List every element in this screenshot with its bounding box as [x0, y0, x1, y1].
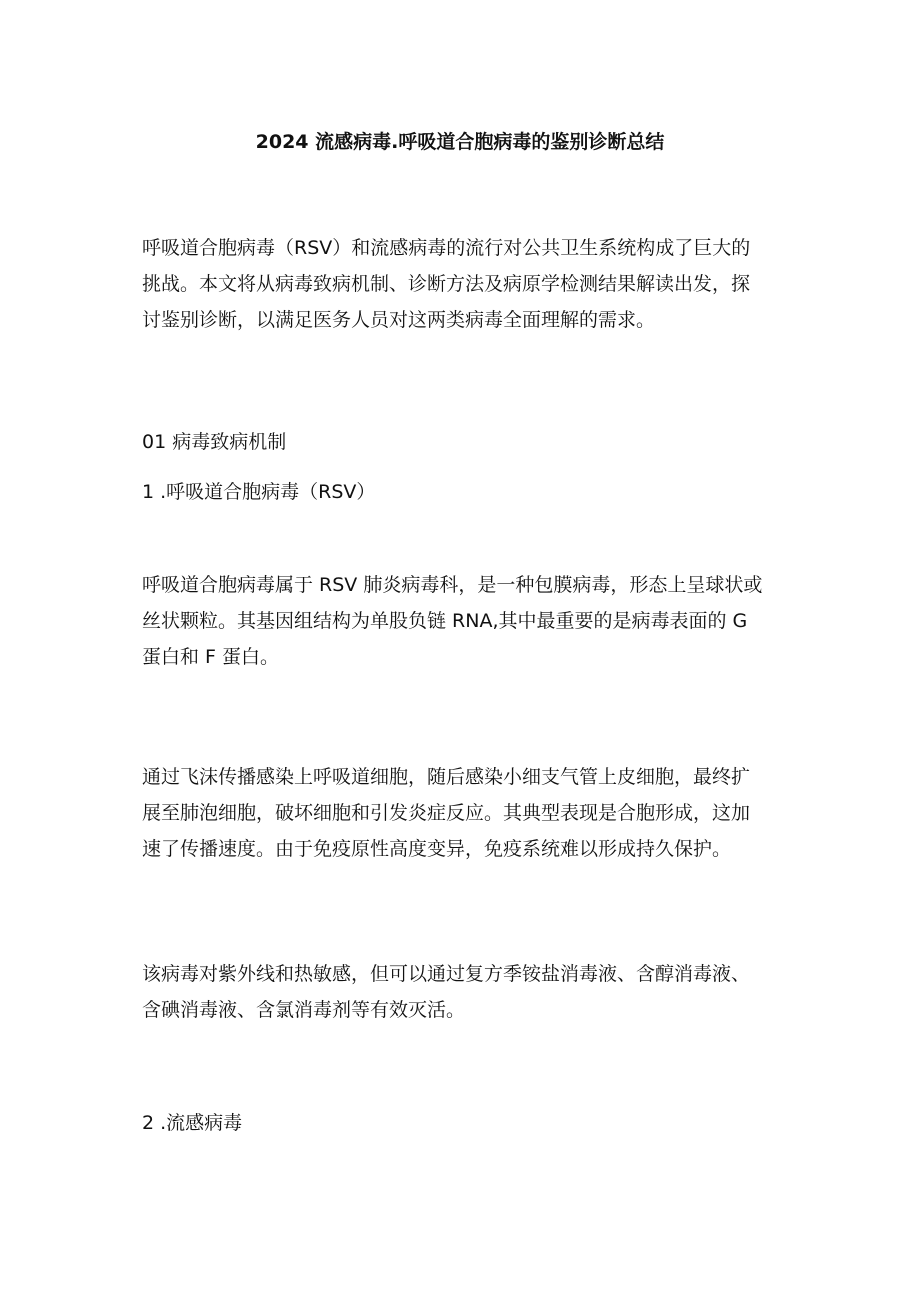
paragraph-line: 该病毒对紫外线和热敏感，但可以通过复方季铵盐消毒液、含醇消毒液、 [142, 963, 751, 985]
paragraph-line: 丝状颗粒。其基因组结构为单股负链 RNA,其中最重要的是病毒表面的 G [142, 610, 748, 632]
document-title: 2024 流感病毒.呼吸道合胞病毒的鉴别诊断总结 [255, 131, 665, 153]
paragraph-line: 通过飞沫传播感染上呼吸道细胞，随后感染小细支气管上皮细胞，最终扩 [142, 766, 751, 788]
intro-paragraph [142, 230, 802, 338]
section-heading-pathogenesis: 01 病毒致病机制 [142, 431, 287, 453]
paragraph-line: 速了传播速度。由于免疫原性高度变异，免疫系统难以形成持久保护。 [142, 838, 732, 860]
subsection-heading-influenza: 2 .流感病毒 [142, 1112, 243, 1134]
rsv-transmission-paragraph [142, 759, 802, 867]
paragraph-line: 含碘消毒液、含氯消毒剂等有效灭活。 [142, 999, 466, 1021]
intro-line: 挑战。本文将从病毒致病机制、诊断方法及病原学检测结果解读出发，探 [142, 273, 751, 295]
paragraph-line: 展至肺泡细胞，破坏细胞和引发炎症反应。其典型表现是合胞形成，这加 [142, 802, 751, 824]
intro-line: 讨鉴别诊断，以满足医务人员对这两类病毒全面理解的需求。 [142, 309, 656, 331]
intro-line: 呼吸道合胞病毒（RSV）和流感病毒的流行对公共卫生系统构成了巨大的 [142, 237, 751, 259]
subsection-heading-rsv: 1 .呼吸道合胞病毒（RSV） [142, 481, 376, 503]
paragraph-line: 蛋白和 F 蛋白。 [142, 646, 280, 668]
paragraph-line: 呼吸道合胞病毒属于 RSV 肺炎病毒科，是一种包膜病毒，形态上呈球状或 [142, 574, 763, 596]
rsv-structure-paragraph [142, 567, 802, 675]
rsv-inactivation-paragraph [142, 956, 802, 1028]
